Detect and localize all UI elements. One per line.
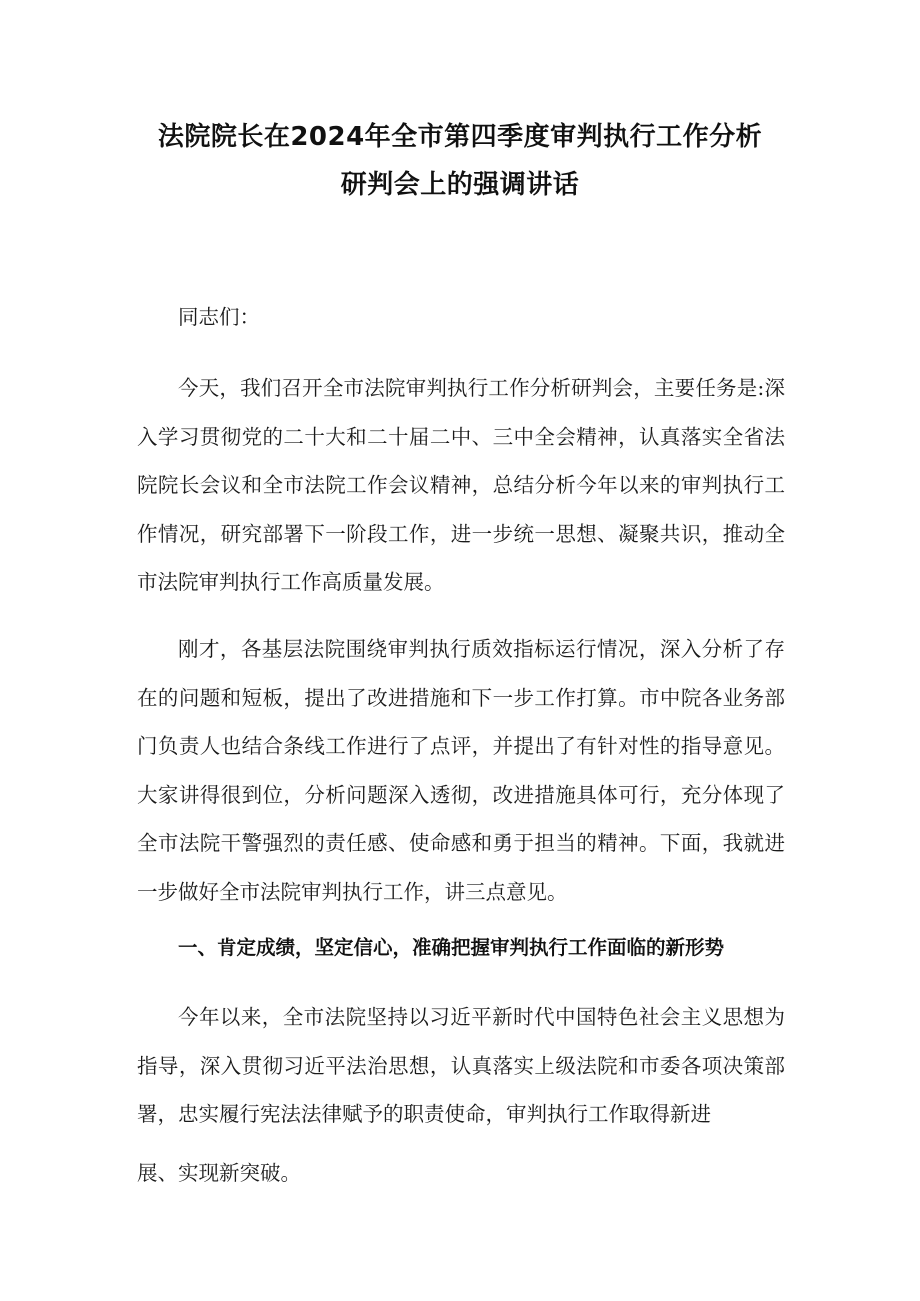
salutation-text: 同志们： [178, 305, 260, 329]
paragraph-2 [137, 625, 785, 916]
section-1-heading: 一、肯定成绩，坚定信心，准确把握审判执行工作面临的新形势 [178, 936, 725, 959]
paragraph-1-text: 今天，我们召开全市法院审判执行工作分析研判会，主要任务是:深入学习贯彻党的二十大和二十届二中、三中全会精神，认真落实全省法院院长会议和全市法院工作会议精神，总结分析今年以来的审判执行工作情况，研究部署下一阶段工作，进一步统一思想、凝聚共识，推动全市法院审判执行工作高质量发展。 [137, 376, 785, 594]
paragraph-3 [137, 993, 785, 1139]
paragraph-3-tail: 展、实现新突破。 [137, 1161, 301, 1185]
salutation [137, 293, 785, 342]
paragraph-1 [137, 364, 785, 607]
document-title-line-2: 研判会上的强调讲话 [340, 170, 580, 200]
paragraph-3-text: 今年以来，全市法院坚持以习近平新时代中国特色社会主义思想为指导，深入贯彻习近平法治思想，认真落实上级法院和市委各项决策部署，忠实履行宪法法律赋予的职责使命，审判执行工作取得新进 [137, 1005, 785, 1126]
paragraph-2-text: 刚才，各基层法院围绕审判执行质效指标运行情况，深入分析了存在的问题和短板，提出了改进措施和下一步工作打算。市中院各业务部门负责人也结合条线工作进行了点评，并提出了有针对性的指导意见。大家讲得很到位，分析问题深入透彻，改进措施具体可行，充分体现了全市法院干警强烈的责任感、使命感和勇于担当的精神。下面，我就进一步做好全市法院审判执行工作，讲三点意见。 [137, 637, 785, 904]
document-title-line-1: 法院院长在2024年全市第四季度审判执行工作分析 [157, 122, 763, 152]
